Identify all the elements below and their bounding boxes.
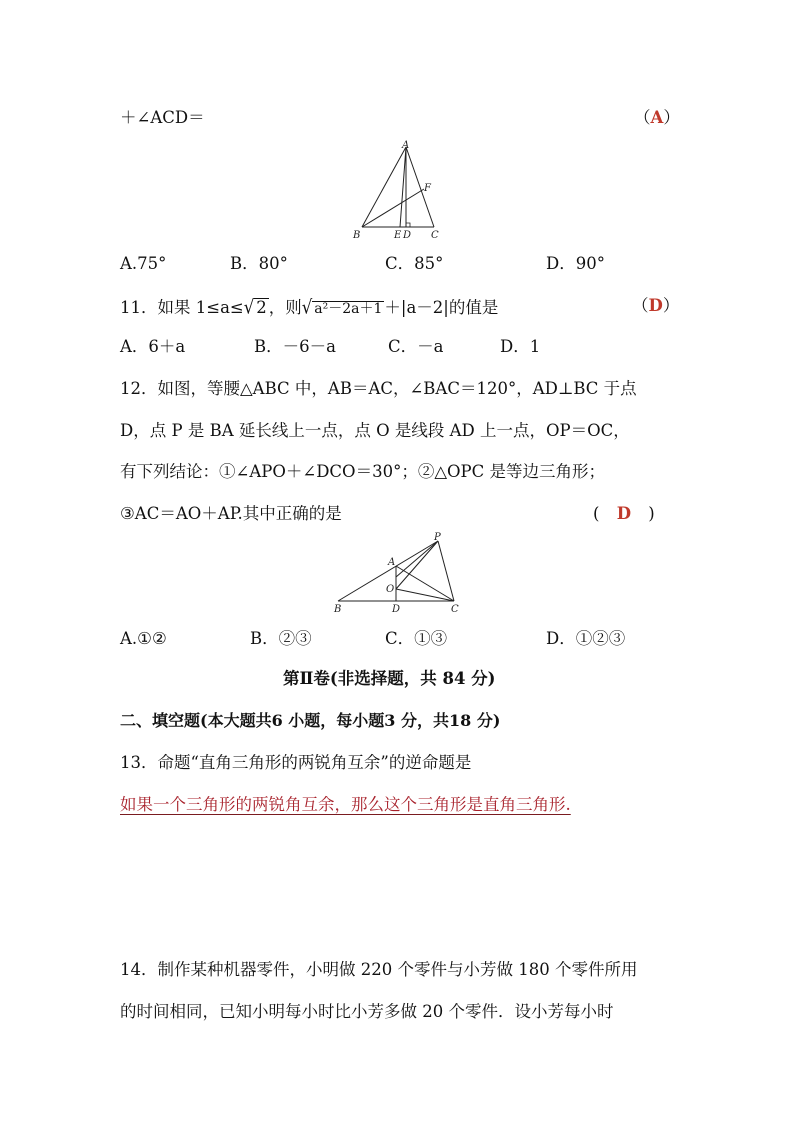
q13-answer: 如果一个三角形的两锐角互余，那么这个三角形是直角三角形.	[120, 795, 571, 814]
segment-oc	[396, 589, 454, 601]
q11-prefix: 11．如果 1≤a≤	[120, 298, 244, 317]
label-a: A	[402, 140, 410, 151]
q12-triangle-figure	[330, 531, 470, 616]
q13-stem: 13．命题“直角三角形的两锐角互余”的逆命题是	[120, 753, 472, 772]
q10-answer-close: ）	[663, 108, 680, 127]
q10-triangle-figure	[350, 137, 450, 247]
q11-option-b: B．－6－a	[254, 337, 336, 356]
segment-bf	[362, 189, 424, 227]
q12-answer-close: )	[648, 504, 655, 523]
q12-line-1: 12．如图，等腰△ABC 中，AB＝AC，∠BAC＝120°，AD⊥BC 于点	[120, 379, 637, 398]
label-b: B	[334, 604, 342, 615]
q12-answer	[593, 506, 655, 523]
q10-tail	[120, 110, 205, 127]
q11-stem	[120, 298, 498, 317]
q11-answer-open: （	[632, 296, 649, 315]
q12-line-4: ③AC＝AO＋AP.其中正确的是	[120, 504, 342, 523]
sqrt-sign-icon: √	[243, 296, 255, 319]
right-angle-mark	[406, 223, 410, 227]
label-a: A	[388, 557, 396, 568]
q14-line-2: 的时间相同，已知小明每小时比小芳多做 20 个零件．设小芳每小时	[120, 1002, 614, 1021]
q12-line-3: 有下列结论：①∠APO＋∠DCO＝30°；②△OPC 是等边三角形；	[120, 462, 606, 481]
label-e: E	[394, 230, 402, 241]
q11-answer	[632, 298, 679, 315]
q12-option-b: B．②③	[250, 629, 312, 648]
q11-option-a: A．6＋a	[120, 337, 186, 356]
label-c: C	[431, 230, 439, 241]
label-c: C	[451, 604, 459, 615]
q10-answer-open: （	[634, 108, 651, 127]
q12-option-a: A.①②	[120, 629, 167, 648]
segment-op	[396, 541, 438, 589]
label-d: D	[403, 230, 412, 241]
q10-tail-text: ＋∠ACD＝	[120, 108, 205, 127]
q12-answer-open: (	[593, 504, 600, 523]
q10-option-d: D．90°	[546, 254, 605, 273]
label-p: P	[434, 532, 441, 543]
q11-answer-letter: D	[648, 296, 663, 315]
label-o: O	[386, 584, 395, 595]
segment-pc	[438, 541, 454, 601]
q11-sqrt-expr: a²－2a＋1	[314, 301, 383, 317]
q10-option-c: C．85°	[385, 254, 444, 273]
label-d: D	[392, 604, 401, 615]
q12-option-d: D．①②③	[546, 629, 626, 648]
section-2-subtitle: 二、填空题(本大题共6 小题，每小题3 分，共18 分)	[120, 711, 501, 730]
q11-option-c: C．－a	[388, 337, 444, 356]
q12-answer-letter: D	[616, 504, 631, 523]
segment-ae	[400, 147, 406, 227]
q10-answer-letter: A	[650, 108, 664, 127]
side-ac	[396, 566, 454, 601]
q11-suffix: ＋|a－2|的值是	[384, 298, 499, 317]
sqrt-sign-icon-2: √	[301, 296, 313, 319]
q12-option-c: C．①③	[385, 629, 448, 648]
section-2-title: 第Ⅱ卷(非选择题，共 84 分)	[283, 669, 496, 688]
q11-option-d: D．1	[500, 337, 541, 356]
label-b: B	[353, 230, 361, 241]
q11-middle: ，则	[268, 298, 302, 317]
segment-po	[396, 541, 438, 577]
q11-sqrt-radicand: 2	[256, 298, 267, 317]
q11-answer-close: ）	[662, 296, 680, 315]
side-ab	[362, 147, 406, 227]
q10-option-b: B．80°	[230, 254, 288, 273]
label-f: F	[424, 183, 431, 194]
q14-line-1: 14．制作某种机器零件，小明做 220 个零件与小芳做 180 个零件所用	[120, 960, 638, 979]
q10-option-a: A.75°	[120, 254, 167, 273]
q10-answer	[634, 110, 680, 127]
q12-line-2: D，点 P 是 BA 延长线上一点，点 O 是线段 AD 上一点，OP＝OC，	[120, 421, 630, 440]
